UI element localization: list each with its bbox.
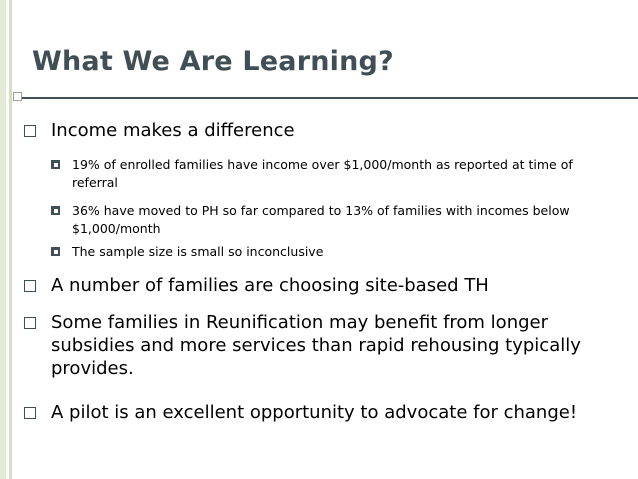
- sub-bullet-enrolled-income: [51, 156, 611, 191]
- bullet-text: Income makes a difference: [51, 120, 295, 141]
- sub-bullet-sample-size: [51, 243, 611, 261]
- filled-square-bullet-icon: [51, 160, 60, 169]
- sub-bullet-text: The sample size is small so inconclusive: [72, 244, 324, 259]
- square-bullet-icon: [24, 317, 36, 329]
- title-rule-square: [13, 92, 22, 101]
- bullet-text: A number of families are choosing site-based TH: [51, 275, 489, 296]
- filled-square-bullet-icon: [51, 206, 60, 215]
- bullet-text: A pilot is an excellent opportunity to advocate for change!: [51, 402, 578, 423]
- bullet-text: Some families in Reunification may benefit from longer subsidies and more services than rapid rehousing typically provides.: [51, 312, 581, 379]
- decorative-bar: [0, 0, 6, 479]
- square-bullet-icon: [24, 280, 36, 292]
- bullet-reunification: [24, 311, 614, 380]
- slide-title: What We Are Learning?: [32, 46, 394, 77]
- square-bullet-icon: [24, 407, 36, 419]
- filled-square-bullet-icon: [51, 247, 60, 256]
- bullet-pilot: [24, 401, 614, 424]
- sub-bullet-text: 36% have moved to PH so far compared to 13% of families with incomes below $1,000/month: [72, 203, 570, 236]
- title-underline: [22, 97, 638, 99]
- sub-bullet-moved-to-ph: [51, 202, 611, 237]
- sub-bullet-text: 19% of enrolled families have income over $1,000/month as reported at time of referral: [72, 157, 573, 190]
- bullet-site-based-th: [24, 274, 614, 297]
- square-bullet-icon: [24, 125, 36, 137]
- bullet-income: [24, 119, 614, 142]
- decorative-accent-bar: [9, 0, 12, 479]
